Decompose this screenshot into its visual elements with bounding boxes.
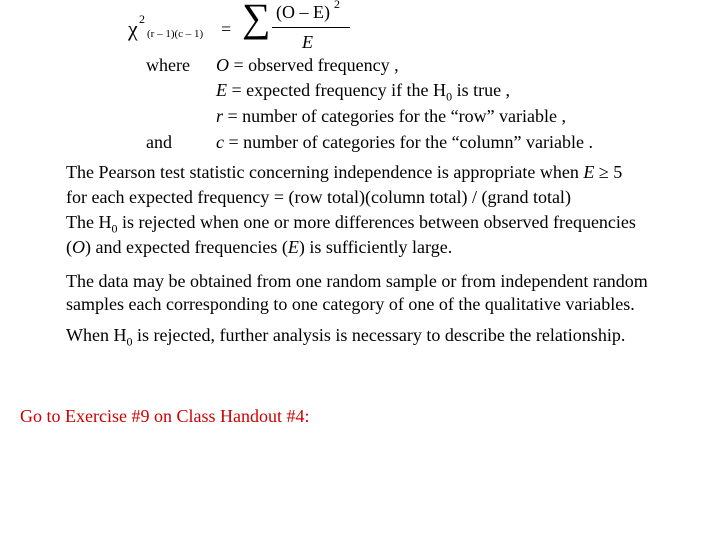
paragraph-2-line-1: The data may be obtained from one random sample or from independent random: [66, 271, 648, 291]
paragraph-1-line-3: The $H_0$ is rejected when one or more differences between observed frequencies: [66, 212, 636, 236]
paragraph-3: When $H_0$ is rejected, further analysis is necessary to describe the relationship.: [66, 325, 626, 349]
fraction-numerator: (O – E) 2: [276, 2, 330, 23]
chi-superscript: 2: [139, 12, 145, 26]
paragraph-2-line-2: samples each corresponding to one category of one of the qualitative variables.: [66, 294, 635, 314]
definition-observed: O = observed frequency ,: [216, 55, 399, 75]
numerator-power: 2: [334, 0, 340, 11]
definition-rows: r = number of categories for the “row” variable ,: [216, 106, 567, 126]
paragraph-1-line-1: The Pearson test statistic concerning independence is appropriate when E ≥ 5: [66, 162, 623, 182]
fraction-denominator: E: [302, 32, 313, 52]
paragraph-1-line-2: for each expected frequency = (row total)(column total) / (grand total): [66, 187, 571, 207]
and-label: and: [146, 132, 172, 152]
exercise-link[interactable]: Go to Exercise #9 on Class Handout #4:: [20, 406, 310, 426]
summation-icon: ∑: [242, 0, 271, 40]
definition-expected: E = expected frequency if the $H_0$ is true ,: [216, 80, 511, 104]
definition-columns: c = number of categories for the “column” variable .: [216, 132, 593, 152]
paragraph-1-line-4: (O) and expected frequencies (E) is sufficiently large.: [66, 237, 453, 257]
degrees-of-freedom-subscript: (r – 1)(c – 1): [147, 28, 204, 40]
fraction-bar: [272, 27, 350, 28]
where-label: where: [146, 55, 190, 75]
chi-symbol: χ 2: [128, 12, 145, 41]
equals-sign: =: [221, 19, 232, 39]
